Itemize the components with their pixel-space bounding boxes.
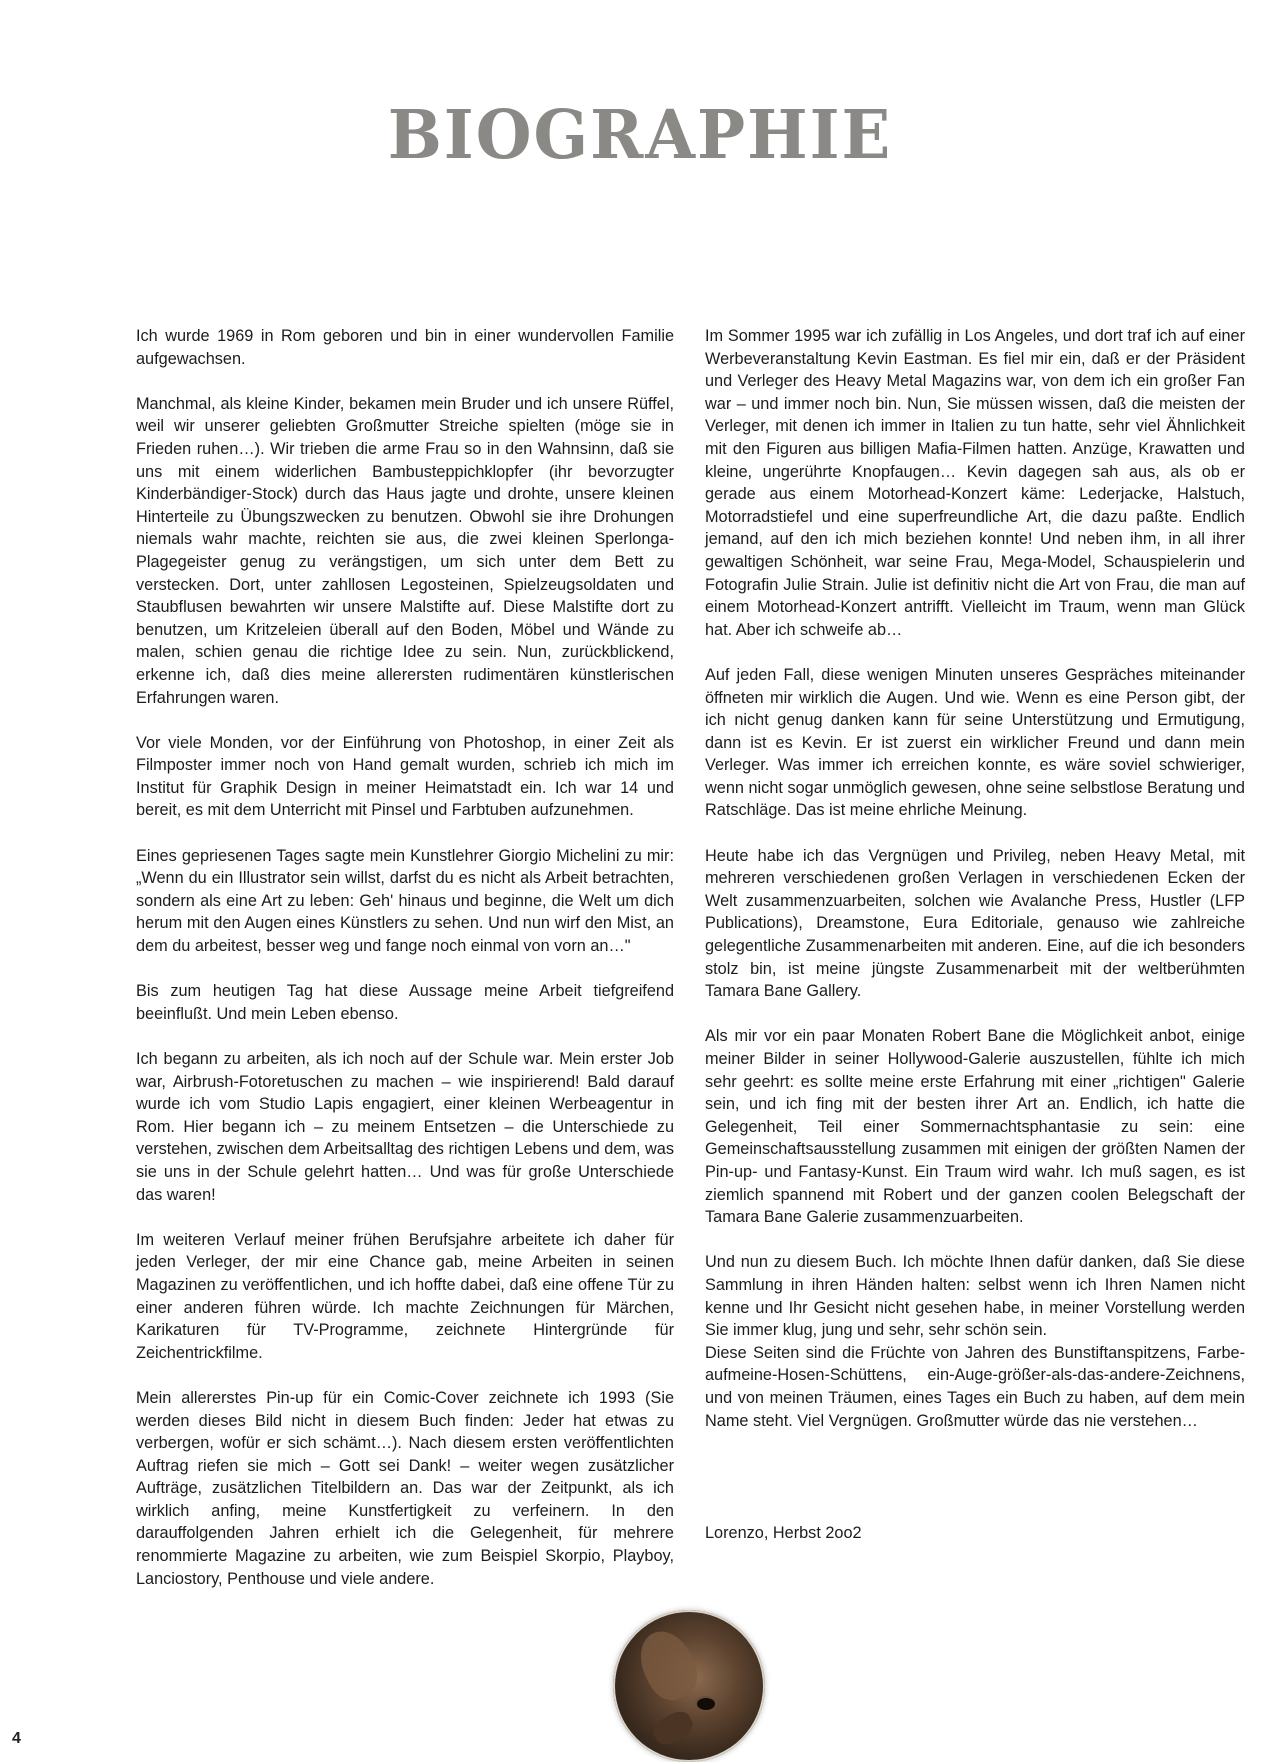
paragraph: Und nun zu diesem Buch. Ich möchte Ihnen dafür danken, daß Sie diese Sammlung in ihren Händen halten: selbst wenn ich Ihren Namen nicht kenne und Ihr Gesicht nicht gesehen habe, in meiner Vorstellung werden Sie immer klug, jung und sehr, sehr schön sein. xyxy=(705,1253,1245,1340)
paragraph: Eines gepriesenen Tages sagte mein Kunstlehrer Giorgio Michelini zu mir: „Wenn du ein Illustrator sein willst, darfst du es nicht als Arbeit betrachten, sondern als eine Art zu leben: Geh' hinaus und beginne, die Welt um dich herum mit den Augen eines Künstlers zu sehen. Und nun wirf den Mist, an dem du arbeitest, besser weg und fange noch einmal von vorn an…" xyxy=(136,846,674,956)
mouse-ear-shape xyxy=(631,1623,706,1708)
mouse-paw-shape xyxy=(649,1707,697,1750)
paragraph: Mein allererstes Pin-up für ein Comic-Cover zeichnete ich 1993 (Sie werden dieses Bild nicht in diesem Buch finden: Jeder hat etwas zu verbergen, wofür er sich schämt…). Nach diesem ersten veröffentlichten Auftrag riefen sie mich – Gott sei Dank! – weiter wegen zusätzlicher Aufträge, zusätzlichen Titelbildern an. Das war der Zeitpunkt, als ich wirklich anfing, meine Kunstfertigkeit zu verfeinern. In den darauffolgenden Jahren erhielt ich die Gelegenheit, für mehrere renommierte Magazine zu arbeiten, wie zum Beispiel Skorpio, Playboy, Lanciostory, Penthouse und viele andere. xyxy=(136,1388,674,1588)
left-column xyxy=(136,325,674,1613)
paragraph: Diese Seiten sind die Früchte von Jahren des Bunstiftanspitzens, Farbe-aufmeine-Hosen-Schüttens, ein-Auge-größer-als-das-andere-Zeichnens, und von meinen Träumen, eines Tages ein Buch zu haben, auf dem mein Name steht. Viel Vergnügen. Großmutter würde das nie verstehen… xyxy=(705,1343,1245,1430)
paragraph: Im Sommer 1995 war ich zufällig in Los Angeles, und dort traf ich auf einer Werbeveranstaltung Kevin Eastman. Es fiel mir ein, daß er der Präsident und Verleger des Heavy Metal Magazins war, von dem ich ein großer Fan war – und immer noch bin. Nun, Sie müssen wissen, daß die meisten der Verleger, mit denen ich immer in Italien zu tun hatte, sehr viel Ähnlichkeit mit den Figuren aus billigen Mafia-Filmen hatten. Anzüge, Krawatten und kleine, ungerührte Knopfaugen… Kevin dagegen sah aus, als ob er gerade aus einem Motorhead-Konzert käme: Lederjacke, Halstuch, Motorradstiefel und eine superfreundliche Art, die dazu paßte. Endlich jemand, auf den ich mich beziehen konnte! Und neben ihm, in all ihrer gewaltigen Schönheit, war seine Frau, Mega-Model, Schauspielerin und Fotografin Julie Strain. Julie ist definitiv nicht die Art von Frau, die man auf einem Motorhead-Konzert antrifft. Vielleicht im Traum, wenn man Glück hat. Aber ich schweife ab… xyxy=(705,327,1245,639)
paragraph: Als mir vor ein paar Monaten Robert Bane die Möglichkeit anbot, einige meiner Bilder in seiner Hollywood-Galerie auszustellen, fühlte ich mich sehr geehrt: es sollte meine erste Erfahrung mit einer „richtigen" Galerie sein, und ich fing mit der besten ihrer Art an. Endlich, ich hatte die Gelegenheit, Teil einer Sommernachtsphantasie zu sein: eine Gemeinschaftsausstellung zusammen mit einigen der größten Namen der Pin-up- und Fantasy-Kunst. Ein Traum wird wahr. Ich muß sagen, es ist ziemlich spannend mit Robert und der ganzen coolen Belegschaft der Tamara Bane Galerie zusammenzuarbeiten. xyxy=(705,1027,1245,1227)
paragraph: Ich wurde 1969 in Rom geboren und bin in einer wundervollen Familie aufgewachsen. xyxy=(136,327,674,368)
paragraph: Heute habe ich das Vergnügen und Privileg, neben Heavy Metal, mit mehreren verschiedenen großen Verlagen in verschiedenen Ecken der Welt zusammenzuarbeiten, solchen wie Avalanche Press, Hustler (LFP Publications), Dreamstone, Eura Editoriale, genauso wie zahlreiche gelegentliche Zusammenarbeiten mit anderen. Eine, auf die ich besonders stolz bin, ist meine jüngste Zusammenarbeit mit der weltberühmten Tamara Bane Gallery. xyxy=(705,846,1245,1001)
paragraph: Auf jeden Fall, diese wenigen Minuten unseres Gespräches miteinander öffneten mir wirklich die Augen. Und wie. Wenn es eine Person gibt, der ich nicht genug danken kann für seine Unterstützung und Ermutigung, dann ist es Kevin. Er ist zuerst ein wirklicher Freund und dann mein Verleger. Was immer ich erreichen konnte, es wäre soviel schwieriger, wenn nicht sogar unmöglich gewesen, ohne seine selbstlose Beratung und Ratschläge. Das ist meine ehrliche Meinung. xyxy=(705,665,1245,820)
mouse-eye-shape xyxy=(697,1698,715,1710)
page-title: BIOGRAPHIE xyxy=(387,96,893,175)
paragraph: Bis zum heutigen Tag hat diese Aussage meine Arbeit tiefgreifend beeinflußt. Und mein Leben ebenso. xyxy=(136,982,674,1023)
paragraph: Vor viele Monden, vor der Einführung von Photoshop, in einer Zeit als Filmposter immer noch von Hand gemalt wurden, schrieb ich mich im Institut für Graphik Design in meiner Heimatstadt ein. Ich war 14 und bereit, es mit dem Unterricht mit Pinsel und Farbtuben aufzunehmen. xyxy=(136,733,674,820)
page-number: 4 xyxy=(12,1730,21,1747)
paragraph: Ich begann zu arbeiten, als ich noch auf der Schule war. Mein erster Job war, Airbrush-Fotoretuschen zu machen – wie inspirierend! Bald darauf wurde ich vom Studio Lapis engagiert, einer kleinen Werbeagentur in Rom. Hier begann ich – zu meinem Entsetzen – die Unterschiede zu verstehen, zwischen dem Arbeitsalltag des richtigen Lebens und dem, was sie uns in der Schule gelehrt hatten… Und was für große Unterschiede das waren! xyxy=(136,1050,674,1204)
paragraph: Im weiteren Verlauf meiner frühen Berufsjahre arbeitete ich daher für jeden Verleger, der mir eine Chance gab, meine Arbeiten in seinen Magazinen zu veröffentlichen, und ich hoffte dabei, daß eine offene Tür zu einer anderen führen würde. Ich machte Zeichnungen für Märchen, Karikaturen für TV-Programme, zeichnete Hintergründe für Zeichentrickfilme. xyxy=(136,1230,674,1362)
paragraph: Manchmal, als kleine Kinder, bekamen mein Bruder und ich unsere Rüffel, weil wir unserer geliebten Großmutter Streiche spielten (möge sie in Frieden ruhen…). Wir trieben die arme Frau so in den Wahnsinn, daß sie uns mit einem widerlichen Bambusteppichklopfer (ihr bevorzugter Kinderbändiger-Stock) durch das Haus jagte und drohte, unsere kleinen Hinterteile zu Übungszwecken zu benutzen. Obwohl sie ihre Drohungen niemals wahr machte, reichten sie aus, die zwei kleinen Sperlonga-Plagegeister genug zu verängstigen, um sich unter dem Bett zu verstecken. Dort, unter zahllosen Legosteinen, Spielzeugsoldaten und Staubflusen bewahrten wir unsere Malstifte auf. Diese Malstifte dort zu benutzen, um Kritzeleien überall auf den Boden, Möbel und Wände zu malen, schien genau die richtige Idee zu sein. Nun, zurückblickend, erkenne ich, daß dies meine allerersten rudimentären künstlerischen Erfahrungen waren. xyxy=(136,394,674,707)
signature: Lorenzo, Herbst 2oo2 xyxy=(705,1524,862,1543)
right-column xyxy=(705,325,1245,1567)
mouse-portrait-medallion xyxy=(613,1610,765,1762)
